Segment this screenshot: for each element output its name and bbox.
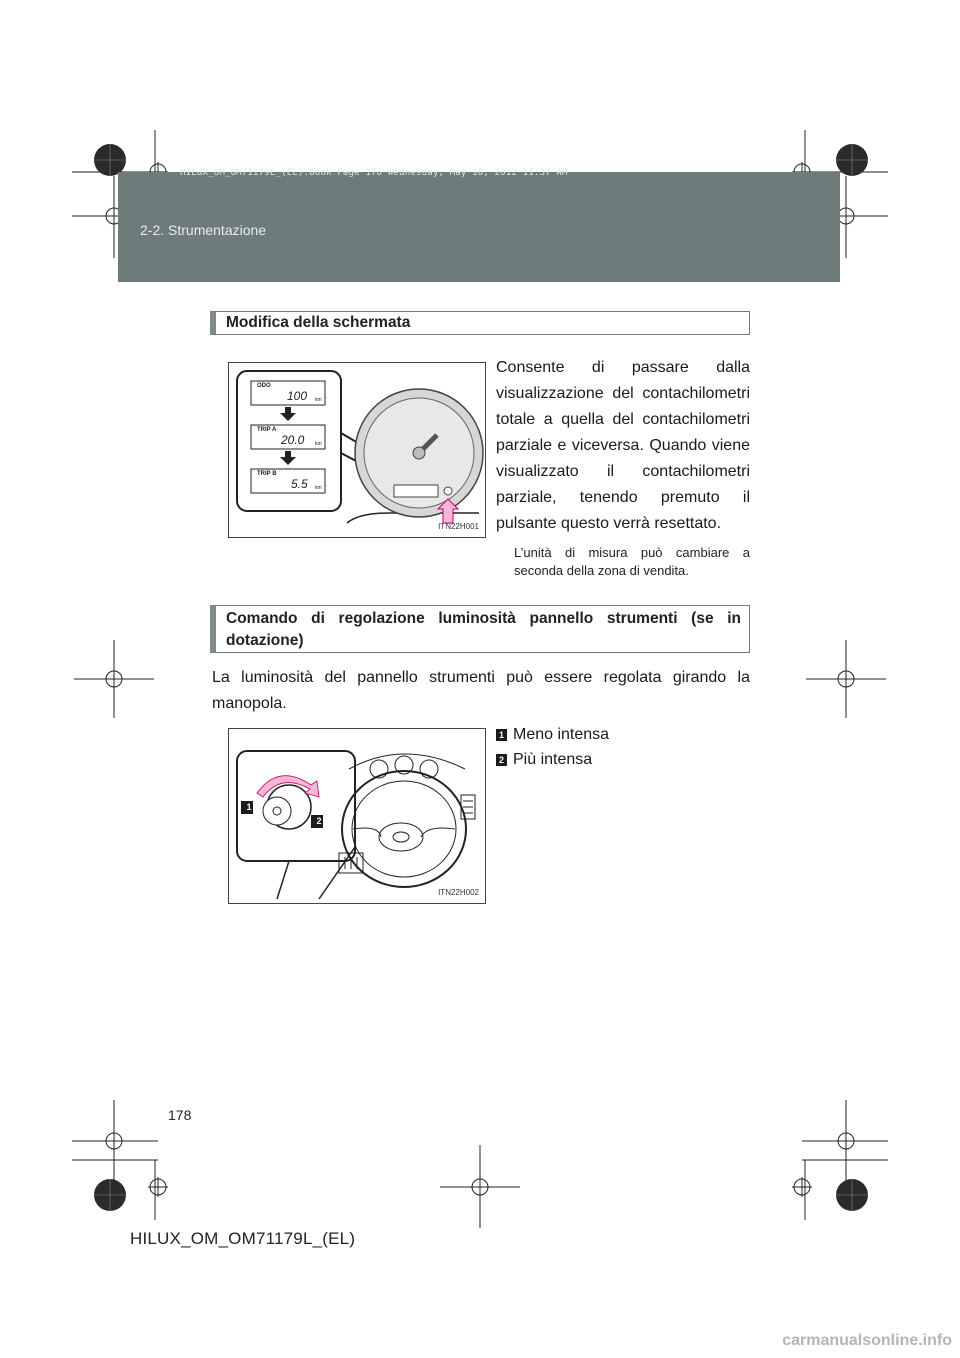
book-meta: HILUX_OM_OM71179L_(EL).book Page 178 Wednesday, May 16, 2012 11:37 AM <box>180 168 568 178</box>
section2-body: La luminosità del pannello strumenti può essere regolata girando la manopola. <box>212 669 750 712</box>
figure-code: ITN22H001 <box>438 522 479 531</box>
display-value-trip-a: 20.0 <box>281 433 305 447</box>
display-value-odo: 100 <box>287 389 308 403</box>
item-number-badge: 2 <box>496 754 507 766</box>
display-unit-odo: km <box>315 397 322 403</box>
item-label: Più intensa <box>513 751 593 768</box>
list-item <box>496 724 609 746</box>
dashboard-illustration <box>229 729 485 903</box>
list-item <box>496 749 592 771</box>
watermark: carmanualsonline.info <box>782 1332 952 1349</box>
display-label-odo: ODO <box>257 383 271 389</box>
figure-brightness-knob <box>228 728 486 904</box>
display-label-trip-a: TRIP A <box>257 427 277 433</box>
callout-number-1: 1 <box>246 802 252 812</box>
item-number-badge: 1 <box>496 729 507 741</box>
figure-code: ITN22H002 <box>438 888 479 897</box>
document-code: HILUX_OM_OM71179L_(EL) <box>130 1229 356 1248</box>
section1-body: Consente di passare dalla visualizzazione del contachilometri totale a quella del contachilometri parziale e viceversa. Quando viene visualizzato il contachilometri parziale, tenendo premuto il pulsante questo verrà resettato. <box>496 359 750 532</box>
odometer-illustration <box>229 363 485 537</box>
display-label-trip-b: TRIP B <box>257 471 277 477</box>
figure-odometer-display <box>228 362 486 538</box>
callout-number-2: 2 <box>316 816 322 826</box>
section-heading-display-change: Modifica della schermata <box>210 311 750 335</box>
section1-note: L’unità di misura può cambiare a seconda della zona di vendita. <box>514 545 750 578</box>
display-unit-trip-a: km <box>315 441 322 447</box>
section-heading-brightness-control: Comando di regolazione luminosità pannello strumenti (se in dotazione) <box>210 605 750 653</box>
display-unit-trip-b: km <box>315 485 322 491</box>
display-value-trip-b: 5.5 <box>291 477 308 491</box>
section-title: 2-2. Strumentazione <box>140 222 267 238</box>
item-label: Meno intensa <box>513 726 610 743</box>
page-number: 178 <box>168 1107 192 1123</box>
